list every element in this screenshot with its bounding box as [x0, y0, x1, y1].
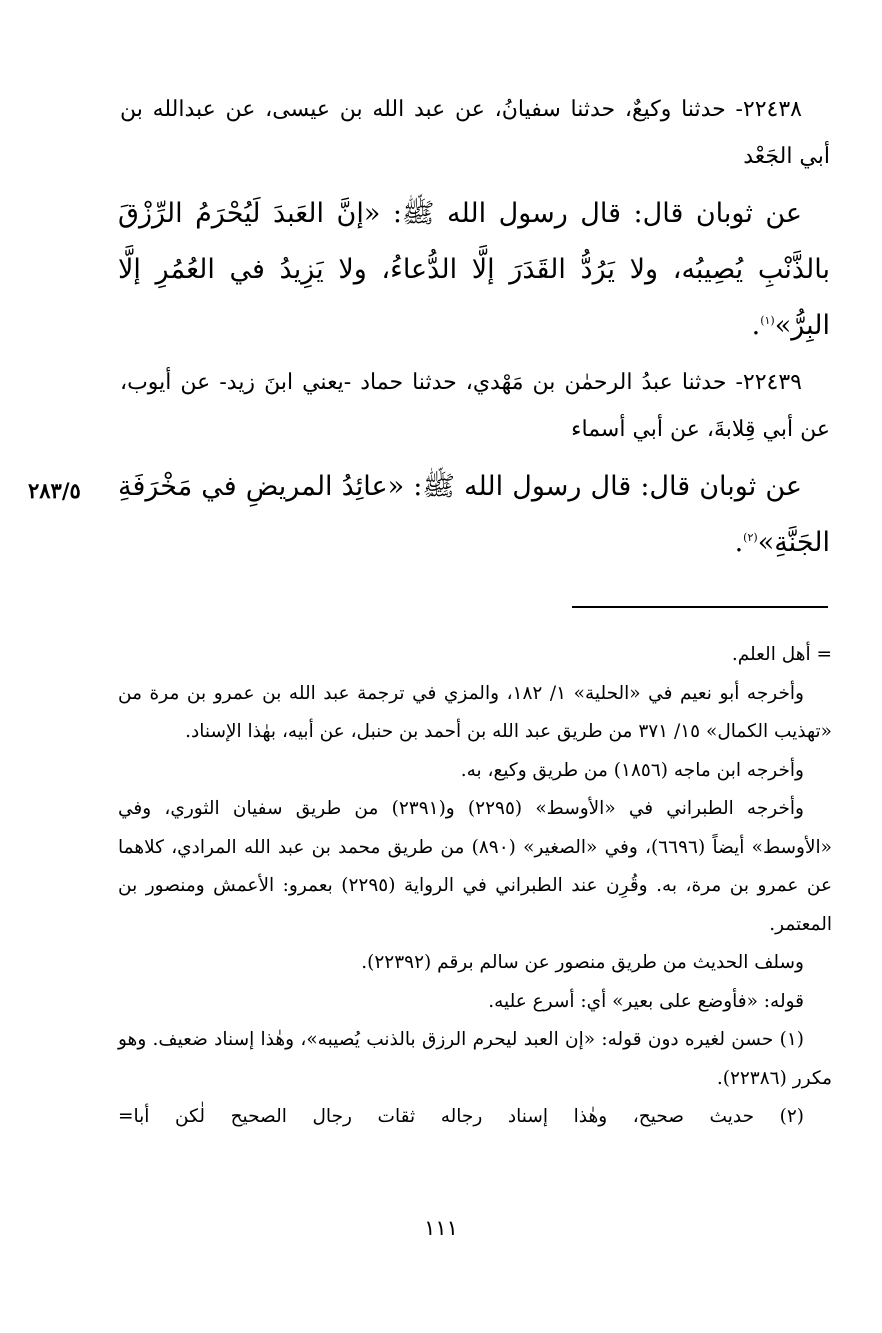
page-number: ١١١ — [424, 1216, 458, 1240]
footnote-paragraph: قوله: «فأوضع على بعير» أي: أسرع عليه. — [488, 990, 804, 1012]
margin-volume-page-ref: ٢٨٣/٥ — [28, 478, 81, 503]
footnote-paragraph: وسلف الحديث من طريق منصور عن سالم برقم (٢٢٣٩٢). — [361, 952, 804, 973]
footnotes — [118, 636, 832, 1137]
footnote-ref-1[interactable]: (١) — [760, 314, 775, 327]
footnote-separator — [572, 606, 828, 608]
footnote-paragraph: وأخرجه أبو نعيم في «الحلية» ١/ ١٨٢، والمزي في ترجمة عبد الله بن عمرو بن مرة من «تهذيب الكمال» ١٥/ ٣٧١ من طريق عبد الله بن أحمد بن حنبل، عن أبيه، بهٰذا الإسناد. — [118, 682, 832, 742]
footnote-1: (١) حسن لغيره دون قوله: «إن العبد ليحرم الرزق بالذنب يُصيبه»، وهٰذا إسناد ضعيف. وهو مكرر (٢٢٣٨٦). — [118, 1029, 832, 1089]
footnote-2: (٢) حديث صحيح، وهٰذا إسناد رجاله ثقات رجال الصحيح لٰكن أبا= — [118, 1106, 804, 1127]
hadith-22438-matn-text: عن ثوبان قال: قال رسول الله ﷺ: «إنَّ العَبدَ لَيُحْرَمُ الرِّزْقَ بالذَّنْبِ يُصِيبُه، ولا يَرُدُّ القَدَرَ إلَّا الدُّعاءُ، ولا يَزِيدُ في العُمُرِ إلَّا البِرُّ» — [118, 198, 830, 341]
footnote-ref-2[interactable]: (٢) — [743, 531, 758, 544]
hadith-22439-end: . — [734, 527, 744, 558]
hadith-22438-matn — [118, 186, 830, 354]
hadith-22439-isnad: ٢٢٤٣٩- حدثنا عبدُ الرحمٰن بن مَهْدي، حدثنا حماد -يعني ابنَ زيد- عن أيوب، عن أبي قِلابةَ، عن أبي أسماء — [120, 370, 830, 442]
hadith-22438-end: . — [751, 310, 761, 341]
footnote-continuation: = أهل العلم. — [731, 644, 832, 665]
hadith-22439-matn — [118, 459, 830, 571]
footnote-paragraph: وأخرجه ابن ماجه (١٨٥٦) من طريق وكيع، به. — [460, 759, 804, 781]
hadith-22439-matn-text: عن ثوبان قال: قال رسول الله ﷺ: «عائِدُ المريضِ في مَخْرَفَةِ الجَنَّةِ» — [118, 471, 830, 558]
hadith-22438-isnad: ٢٢٤٣٨- حدثنا وكيعٌ، حدثنا سفيانُ، عن عبد الله بن عيسى، عن عبدالله بن أبي الجَعْد — [120, 97, 830, 169]
footnote-paragraph: وأخرجه الطبراني في «الأوسط» (٢٢٩٥) و(٢٣٩١) من طريق سفيان الثوري، وفي «الأوسط» أيضاً (٦٦٩٦)، وفي «الصغير» (٨٩٠) من طريق محمد بن عبد الله المرادي، كلاهما عن عمرو بن مرة، به. وقُرِن عند الطبراني في الرواية (٢٢٩٥) بعمرو: الأعمش ومنصور بن المعتمر. — [118, 798, 832, 935]
